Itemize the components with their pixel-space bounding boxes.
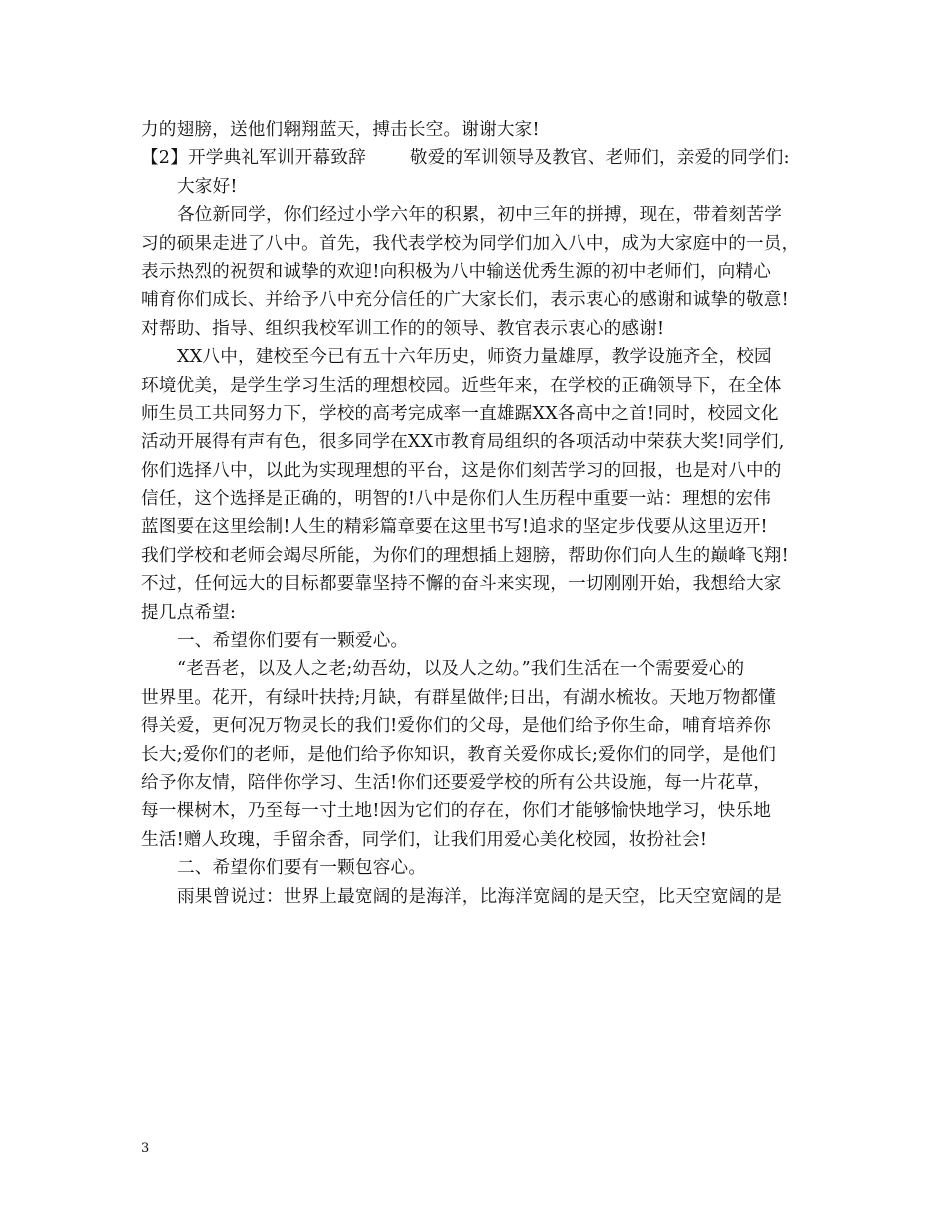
text-line: 力的翅膀，送他们翱翔蓝天，搏击长空。谢谢大家! — [141, 120, 540, 140]
text-line: 你们选择八中，以此为实现理想的平台，这是你们刻苦学习的回报，也是对八中的 — [141, 460, 782, 481]
salutation: 敬爱的军训领导及教官、老师们，亲爱的同学们: — [409, 148, 790, 169]
text-line: 每一棵树木，乃至每一寸土地!因为它们的存在，你们才能够愉快地学习，快乐地 — [141, 801, 772, 822]
paragraph-start: XX八中，建校至今已有五十六年历史，师资力量雄厚，教学设施齐全，校园 — [177, 347, 772, 368]
text-line: 世界里。花开，有绿叶扶持;月缺，有群星做伴;日出，有湖水梳妆。天地万物都懂 — [141, 687, 777, 708]
text-line: 蓝图要在这里绘制!人生的精彩篇章要在这里书写!追求的坚定步伐要从这里迈开! — [141, 517, 768, 538]
paragraph-start: 各位新同学，你们经过小学六年的积累，初中三年的拼搏，现在，带着刻苦学 — [177, 205, 782, 226]
subheading: 一、希望你们要有一颗爱心。 — [177, 631, 409, 652]
text-line: 信任，这个选择是正确的，明智的!八中是你们人生历程中重要一站：理想的宏伟 — [141, 489, 772, 510]
section-heading-line — [141, 144, 831, 172]
text-line: 哺育你们成长、并给予八中充分信任的广大家长们，表示衷心的感谢和诚挚的敬意! — [141, 290, 789, 311]
text-line: 我们学校和老师会竭尽所能，为你们的理想插上翅膀，帮助你们向人生的巅峰飞翔! — [141, 545, 789, 566]
text-line: 给予你友情，陪伴你学习、生活!你们还要爱学校的所有公共设施，每一片花草， — [141, 772, 772, 793]
section-heading: 【2】开学典礼军训开幕致辞 — [141, 148, 366, 169]
text-line: 提几点希望: — [141, 602, 237, 623]
text-line: 得关爱，更何况万物灵长的我们!爱你们的父母，是他们给予你生命，哺育培养你 — [141, 716, 772, 737]
document-body — [141, 116, 831, 911]
text-line: 对帮助、指导、组织我校军训工作的的领导、教官表示衷心的感谢! — [141, 318, 665, 339]
text-line: 活动开展得有声有色，很多同学在XX市教育局组织的各项活动中荣获大奖!同学们, — [141, 432, 785, 453]
text-line: 习的硕果走进了八中。首先，我代表学校为同学们加入八中，成为大家庭中的一员， — [141, 233, 800, 254]
subheading: 二、希望你们要有一颗包容心。 — [177, 858, 427, 879]
paragraph-start: “老吾老，以及人之老;幼吾幼，以及人之幼。”我们生活在一个需要爱心的 — [177, 659, 745, 680]
page-number: 3 — [141, 1141, 150, 1156]
paragraph-start: 雨果曾说过：世界上最宽阔的是海洋，比海洋宽阔的是天空，比天空宽阔的是 — [177, 886, 782, 907]
text-line: 长大;爱你们的老师，是他们给予你知识，教育关爱你成长;爱你们的同学，是他们 — [141, 744, 777, 765]
text-line: 师生员工共同努力下，学校的高考完成率一直雄踞XX各高中之首!同时，校园文化 — [141, 403, 779, 424]
text-line: 不过，任何远大的目标都要靠坚持不懈的奋斗来实现，一切刚刚开始，我想给大家 — [141, 574, 782, 595]
text-line: 表示热烈的祝贺和诚挚的欢迎!向积极为八中输送优秀生源的初中老师们，向精心 — [141, 261, 772, 282]
greeting: 大家好! — [177, 176, 238, 197]
text-line: 环境优美，是学生学习生活的理想校园。近些年来，在学校的正确领导下，在全体 — [141, 375, 782, 396]
text-line: 生活!赠人玫瑰，手留余香，同学们，让我们用爱心美化校园，妆扮社会! — [141, 829, 708, 850]
